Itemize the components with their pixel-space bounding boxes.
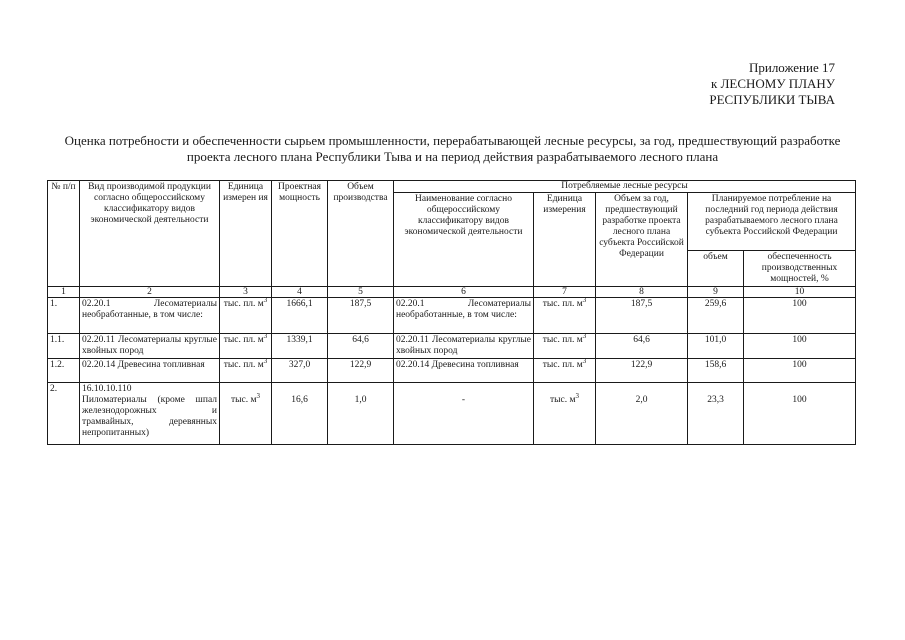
row-planned-supply: 100	[744, 298, 856, 334]
appendix-line-3: РЕСПУБЛИКИ ТЫВА	[709, 92, 835, 107]
resource-table	[47, 180, 856, 445]
row-unit-2: тыс. пл. $м^3$	[534, 298, 596, 334]
table-row	[48, 383, 856, 445]
row-product: 02.20.14 Древесина топливная	[80, 359, 220, 383]
row-unit-2: тыс. $м^3$	[534, 383, 596, 445]
row-planned-supply: 100	[744, 359, 856, 383]
row-product: 02.20.1 Лесоматериалы необработанные, в том числе:	[80, 298, 220, 334]
row-num: 1.2.	[48, 359, 80, 383]
row-planned-volume: 101,0	[688, 334, 744, 359]
row-prev-year-volume: 122,9	[596, 359, 688, 383]
appendix-line-2: к ЛЕСНОМУ ПЛАНУ	[711, 76, 835, 91]
column-number: 8	[596, 287, 688, 298]
row-volume: 122,9	[328, 359, 394, 383]
row-unit-2: тыс. пл. $м^3$	[534, 334, 596, 359]
row-unit-2: тыс. пл. $м^3$	[534, 359, 596, 383]
row-resource-name: 02.20.11 Лесоматериалы круглые хвойных пород	[394, 334, 534, 359]
row-planned-volume: 23,3	[688, 383, 744, 445]
row-num: 2.	[48, 383, 80, 445]
row-resource-name: -	[394, 383, 534, 445]
row-resource-name: 02.20.1 Лесоматериалы необработанные, в том числе:	[394, 298, 534, 334]
column-number: 2	[80, 287, 220, 298]
title-line-2: проекта лесного плана Республики Тыва и на период действия разрабатываемого лесного плана	[186, 149, 719, 164]
row-product-code: 16.10.10.110	[82, 384, 132, 394]
header-planned-consumption: Планируемое потребление на последний год периода действия разрабатываемого лесного плана субъекта Российской Федерации	[688, 193, 856, 251]
row-product: 02.20.11 Лесоматериалы круглые хвойных пород	[80, 334, 220, 359]
table-row	[48, 359, 856, 383]
row-product: 16.10.10.110 Пиломатериалы (кроме шпал железнодорожных и трамвайных, деревянных непропитанных)	[80, 383, 220, 445]
column-number: 5	[328, 287, 394, 298]
header-capacity: Проектная мощность	[272, 181, 328, 287]
column-number: 1	[48, 287, 80, 298]
header-unit: Единица измерен ия	[220, 181, 272, 287]
row-num: 1.1.	[48, 334, 80, 359]
header-num: № п/п	[48, 181, 80, 287]
row-num: 1.	[48, 298, 80, 334]
row-capacity: 327,0	[272, 359, 328, 383]
column-number: 6	[394, 287, 534, 298]
header-resource-name: Наименование согласно общероссийскому классификатору видов экономической деятельности	[394, 193, 534, 287]
row-planned-volume: 259,6	[688, 298, 744, 334]
row-unit: тыс. $м^3$	[220, 383, 272, 445]
table-row	[48, 334, 856, 359]
row-prev-year-volume: 187,5	[596, 298, 688, 334]
appendix-caption	[595, 60, 835, 108]
row-capacity: 1339,1	[272, 334, 328, 359]
row-capacity: 16,6	[272, 383, 328, 445]
row-unit: тыс. пл. $м^3$	[220, 334, 272, 359]
header-planned-volume: объем	[688, 251, 744, 287]
row-unit: тыс. пл. $м^3$	[220, 359, 272, 383]
column-number: 10	[744, 287, 856, 298]
row-resource-name: 02.20.14 Древесина топливная	[394, 359, 534, 383]
row-planned-supply: 100	[744, 334, 856, 359]
header-product: Вид производимой продукции согласно общероссийскому классификатору видов экономической деятельности	[80, 181, 220, 287]
row-unit: тыс. пл. $м^3$	[220, 298, 272, 334]
column-number: 3	[220, 287, 272, 298]
header-planned-supply: обеспеченность производственных мощностей, %	[744, 251, 856, 287]
row-volume: 64,6	[328, 334, 394, 359]
header-volume: Объем производства	[328, 181, 394, 287]
row-planned-supply: 100	[744, 383, 856, 445]
header-prev-year-volume: Объем за год, предшествующий разработке проекта лесного плана субъекта Российской Федерации	[596, 193, 688, 287]
appendix-line-1: Приложение 17	[748, 60, 835, 75]
column-number: 9	[688, 287, 744, 298]
table-row	[48, 298, 856, 334]
column-number: 4	[272, 287, 328, 298]
column-number: 7	[534, 287, 596, 298]
row-planned-volume: 158,6	[688, 359, 744, 383]
document-title	[40, 133, 865, 165]
row-capacity: 1666,1	[272, 298, 328, 334]
header-unit-2: Единица измерения	[534, 193, 596, 287]
row-prev-year-volume: 2,0	[596, 383, 688, 445]
row-volume: 187,5	[328, 298, 394, 334]
title-line-1: Оценка потребности и обеспеченности сырьем промышленности, перерабатывающей лесные ресурсы, за год, предшествующий разработке	[64, 133, 841, 148]
row-volume: 1,0	[328, 383, 394, 445]
header-consumed-resources: Потребляемые лесные ресурсы	[394, 181, 856, 193]
row-prev-year-volume: 64,6	[596, 334, 688, 359]
